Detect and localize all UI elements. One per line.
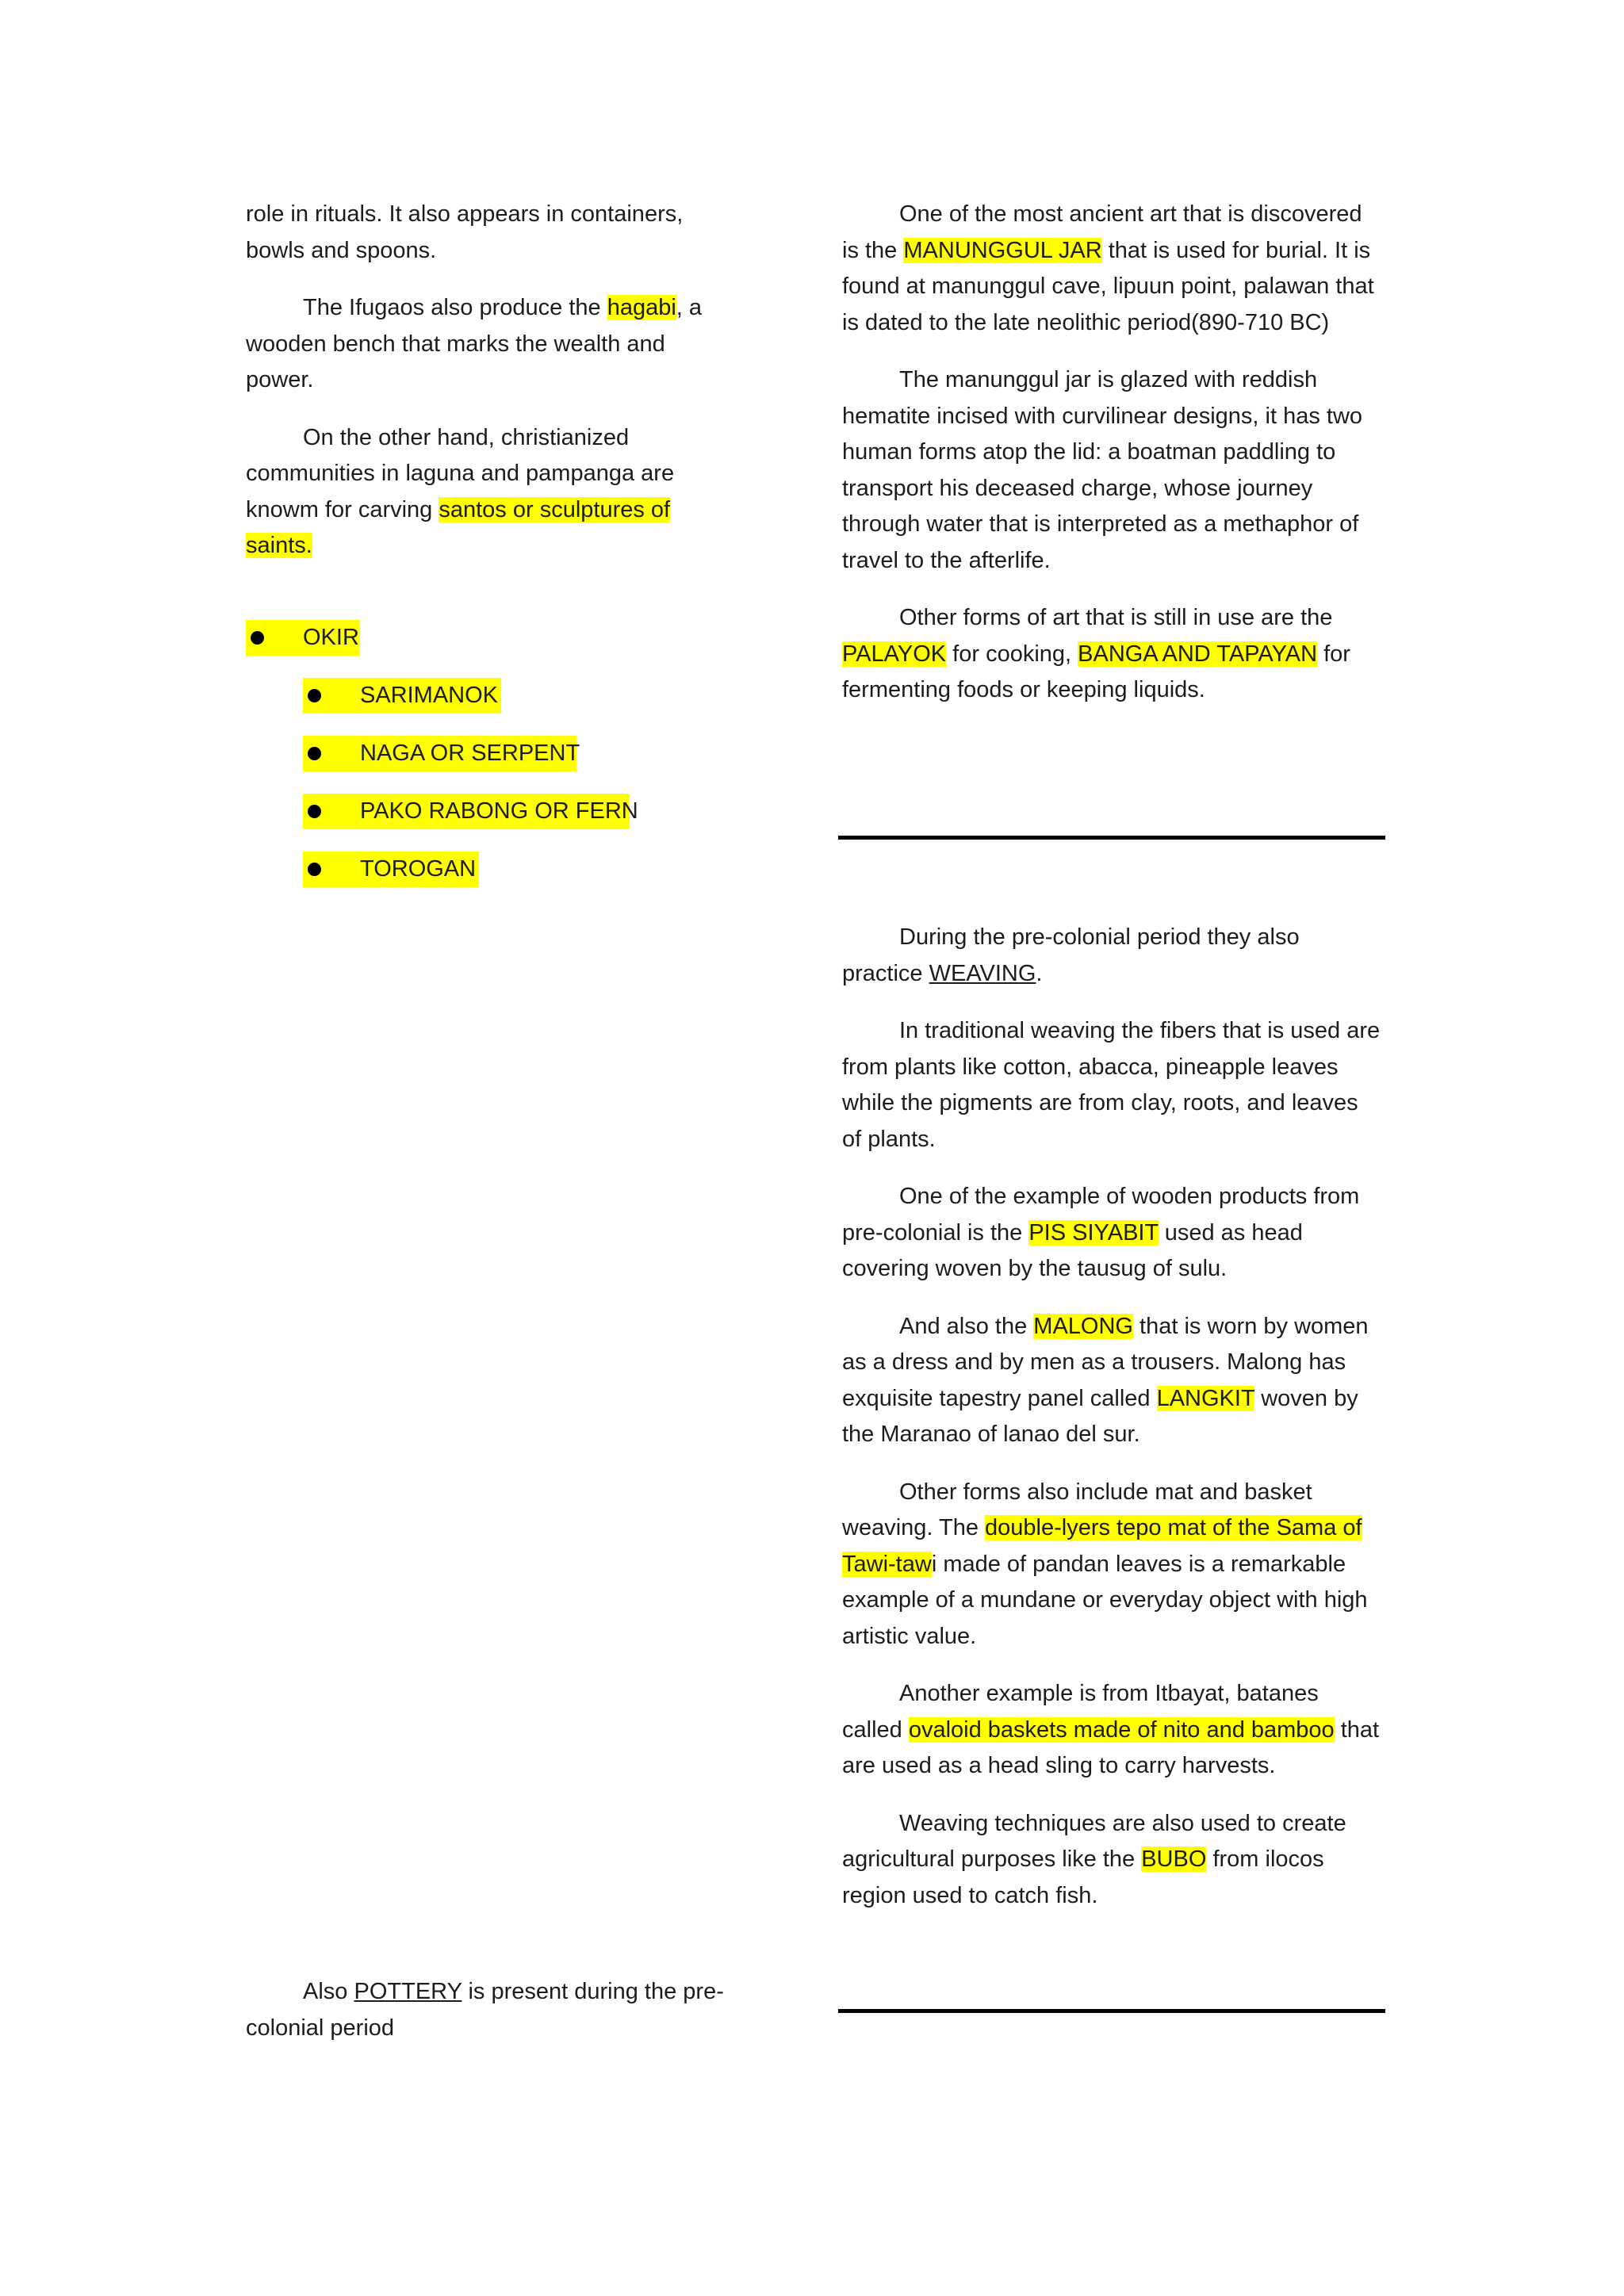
highlight-malong: MALONG	[1033, 1313, 1133, 1339]
highlight-palayok: PALAYOK	[842, 641, 947, 667]
section-divider	[838, 2009, 1385, 2013]
list-item: OKIR	[246, 620, 737, 656]
paragraph-ovaloid-baskets: Another example is from Itbayat, batanes called ovaloid baskets made of nito and bamboo that are used as a head sling to carry harvests.	[842, 1681, 1380, 1778]
list-item: NAGA OR SERPENT	[246, 736, 737, 771]
paragraph-pottery: Also POTTERY is present during the pre-colonial period	[246, 1979, 724, 2041]
highlight-santos: santos or sculptures of saints.	[246, 496, 671, 558]
bullet-icon	[251, 631, 264, 645]
bullet-icon	[308, 747, 321, 760]
highlight-manunggul-jar: MANUNGGUL JAR	[903, 237, 1102, 263]
okir-bullet-list	[246, 620, 737, 887]
paragraph-manunggul-jar: One of the most ancient art that is discovered is the MANUNGGUL JAR that is used for burial. It is found at manunggul cave, lipuun point, palawan that is dated to the late neolithic period(890-710 BC)	[842, 201, 1374, 335]
highlight-langkit: LANGKIT	[1156, 1385, 1255, 1411]
bullet-icon	[308, 805, 321, 818]
paragraph-jar-description: The manunggul jar is glazed with reddish hematite incised with curvilinear designs, it has two human forms atop the lid: a boatman paddling to transport his deceased charge, whose journey through water that is interpreted as a methaphor of travel to the afterlife.	[842, 367, 1363, 573]
highlight-pis-siyabit: PIS SIYABIT	[1028, 1219, 1159, 1246]
highlight-banga-tapayan: BANGA AND TAPAYAN	[1078, 641, 1318, 667]
paragraph-bubo: Weaving techniques are also used to create agricultural purposes like the BUBO from ilocos region used to catch fish.	[842, 1810, 1346, 1908]
paragraph-pis-siyabit: One of the example of wooden products from pre-colonial is the PIS SIYABIT used as head covering woven by the tausug of sulu.	[842, 1184, 1360, 1281]
paragraph-hagabi: The Ifugaos also produce the hagabi, a wooden bench that marks the wealth and power.	[246, 295, 703, 392]
paragraph-tepo-mat: Other forms also include mat and basket weaving. The double-lyers tepo mat of the Sama of Tawi-tawi made of pandan leaves is a remarkable example of a mundane or everyday object with high artistic value.	[842, 1479, 1368, 1649]
list-item: PAKO RABONG OR FERN	[246, 794, 737, 829]
bullet-icon	[308, 689, 321, 702]
underlined-pottery: POTTERY	[354, 1979, 462, 2004]
paragraph-fibers: In traditional weaving the fibers that is used are from plants like cotton, abacca, pineapple leaves while the pigments are from clay, roots, and leaves of plants.	[842, 1018, 1381, 1152]
paragraph-rituals: role in rituals. It also appears in containers, bowls and spoons.	[246, 201, 684, 263]
list-item: SARIMANOK	[246, 678, 737, 714]
section-divider	[838, 836, 1385, 840]
right-column-section-jar	[842, 197, 1381, 730]
paragraph-santos: On the other hand, christianized communities in laguna and pampanga are knowm for carving santos or sculptures of saints.	[246, 424, 675, 558]
highlight-ovaloid-baskets: ovaloid baskets made of nito and bamboo	[908, 1716, 1335, 1743]
highlight-bubo: BUBO	[1141, 1846, 1207, 1872]
left-column	[246, 197, 737, 909]
highlight-hagabi: hagabi	[607, 295, 676, 320]
paragraph-palayok: Other forms of art that is still in use are the PALAYOK for cooking, BANGA AND TAPAYAN for fermenting foods or keeping liquids.	[842, 605, 1350, 702]
list-item: TOROGAN	[246, 851, 737, 887]
bullet-icon	[308, 863, 321, 876]
highlight-tepo-mat: double-lyers tepo mat of the Sama of Tawi-taw	[842, 1515, 1362, 1577]
right-column-section-weaving	[842, 920, 1381, 1935]
underlined-weaving: WEAVING	[929, 960, 1036, 986]
paragraph-weaving: During the pre-colonial period they also practice WEAVING.	[842, 924, 1300, 986]
paragraph-malong: And also the MALONG that is worn by women as a dress and by men as a trousers. Malong has exquisite tapestry panel called LANGKIT woven by the Maranao of lanao del sur.	[842, 1313, 1369, 1447]
